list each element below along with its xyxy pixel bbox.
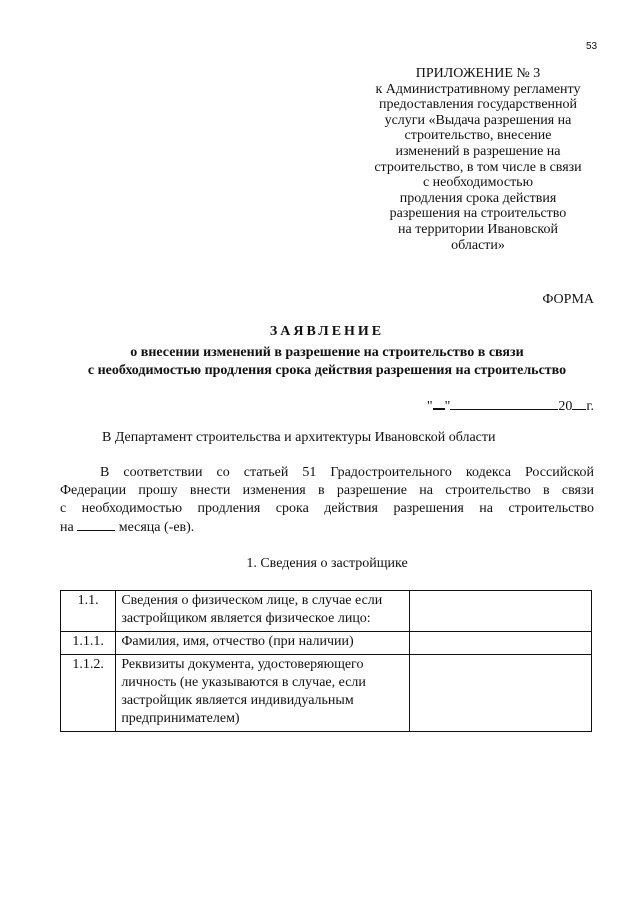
form-label: ФОРМА (542, 292, 594, 307)
row-number: 1.1.2. (61, 655, 116, 732)
developer-info-table (60, 590, 592, 732)
subtitle-line: о внесении изменений в разрешение на строительство в связи (130, 345, 524, 360)
table-row (61, 591, 592, 632)
appendix-line: предоставления государственной (378, 97, 578, 113)
page-number: 53 (586, 41, 598, 52)
year-prefix: 20 (558, 399, 573, 414)
appendix-line: к Административному регламенту (375, 81, 581, 97)
paragraph-line: с необходимостью продления срока действия разрешения на строительство (60, 501, 594, 516)
appendix-line: услуги «Выдача разрешения на (384, 112, 572, 128)
appendix-line: строительство, в том числе в связи (374, 159, 582, 175)
year-blank[interactable] (572, 397, 586, 410)
paragraph-line-last (60, 518, 594, 537)
row-value-cell[interactable] (409, 632, 591, 655)
date-line (300, 396, 594, 415)
appendix-line: с необходимостью (422, 175, 534, 191)
date-open-quote: " (426, 399, 433, 414)
row-number: 1.1. (61, 591, 116, 632)
section-heading: 1. Сведения о застройщике (246, 556, 408, 571)
document-subtitle (40, 344, 614, 380)
appendix-line: строительство, внесение (404, 128, 552, 144)
row-value-cell[interactable] (409, 591, 591, 632)
request-paragraph (60, 464, 594, 537)
date-close-quote: " (444, 399, 451, 414)
paragraph-line: Федерации прошу внести изменения в разрешение на строительство в связи (60, 483, 594, 498)
appendix-header (360, 66, 596, 253)
appendix-line: на территории Ивановской (397, 221, 558, 237)
appendix-line: продления срока действия (399, 190, 557, 206)
months-prefix: на (60, 520, 74, 535)
appendix-line: области» (451, 237, 505, 253)
months-suffix: месяца (-ев). (118, 520, 195, 535)
months-blank[interactable] (77, 518, 115, 531)
table-row (61, 632, 592, 655)
row-description: Сведения о физическом лице, в случае если застройщиком является физическое лицо: (116, 591, 410, 632)
day-blank[interactable] (433, 396, 445, 410)
row-description: Фамилия, имя, отчество (при наличии) (116, 632, 410, 655)
appendix-line: изменений в разрешение на (395, 143, 561, 159)
addressee: В Департамент строительства и архитектуры Ивановской области (102, 430, 496, 445)
month-blank[interactable] (450, 397, 558, 410)
row-number: 1.1.1. (61, 632, 116, 655)
document-title: ЗАЯВЛЕНИЕ (269, 324, 385, 339)
row-description: Реквизиты документа, удостоверяющего личность (не указываются в случае, если застройщик является индивидуальным предпринимателем) (116, 655, 410, 732)
paragraph-line: В соответствии со статьей 51 Градостроительного кодекса Российской (100, 465, 594, 480)
row-value-cell[interactable] (409, 655, 591, 732)
subtitle-line: с необходимостью продления срока действия разрешения на строительство (87, 363, 567, 378)
appendix-line: разрешения на строительство (389, 206, 567, 222)
year-suffix: г. (586, 399, 594, 414)
appendix-line: ПРИЛОЖЕНИЕ № 3 (415, 66, 541, 81)
table-row (61, 655, 592, 732)
